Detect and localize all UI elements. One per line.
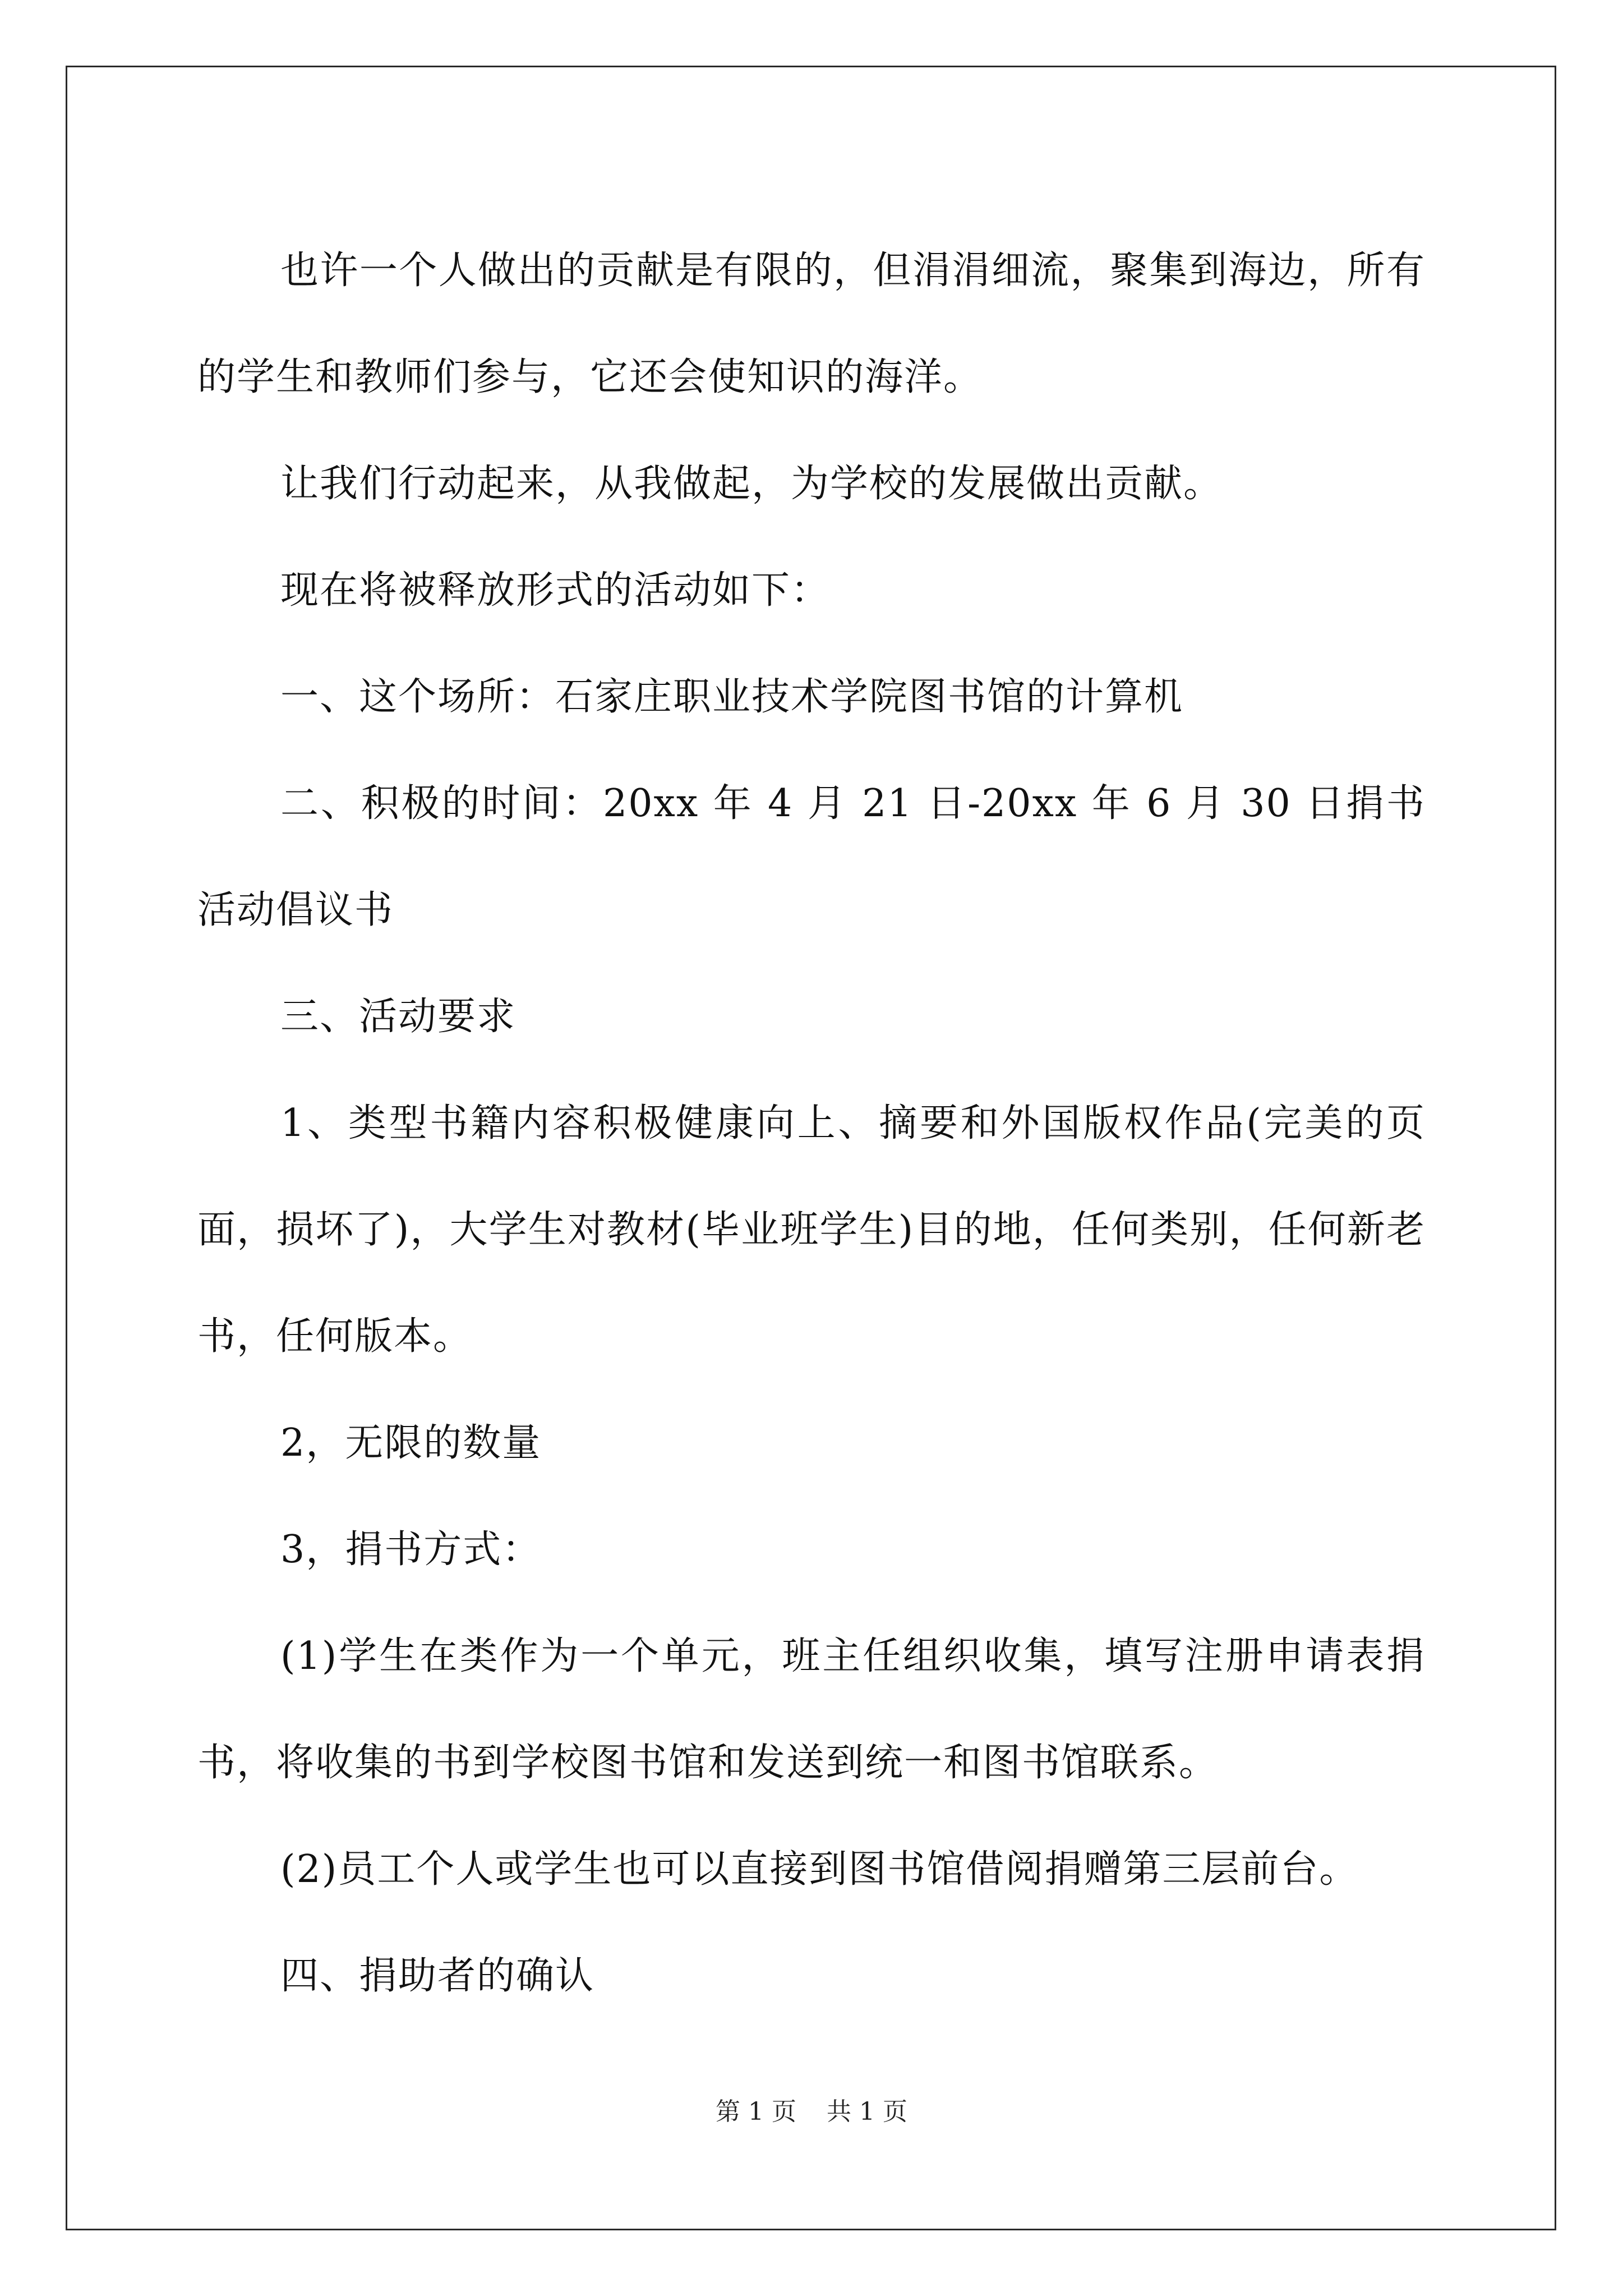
page-number: 第 1 页 [716,2097,796,2126]
page-footer [0,2095,1623,2129]
paragraph: 3，捐书方式： [280,1527,542,1572]
paragraph: 2，无限的数量 [280,1421,542,1465]
page-total: 共 1 页 [827,2097,907,2126]
paragraph: 二、积极的时间：20xx 年 4 月 21 日-20xx 年 6 月 30 日捐书活动倡议书 [197,781,1426,932]
document-body [197,218,1426,2030]
paragraph: 四、捐助者的确认 [280,1954,595,1998]
paragraph: (2)员工个人或学生也可以直接到图书馆借阅捐赠第三层前台。 [280,1847,1359,1892]
paragraph: 让我们行动起来，从我做起，为学校的发展做出贡献。 [280,462,1223,506]
paragraph: 也许一个人做出的贡献是有限的，但涓涓细流，聚集到海边，所有的学生和教师们参与，它还会使知识的海洋。 [197,249,1426,399]
paragraph: (1)学生在类作为一个单元，班主任组织收集，填写注册申请表捐书，将收集的书到学校图书馆和发送到统一和图书馆联系。 [197,1634,1426,1785]
paragraph: 1、类型书籍内容积极健康向上、摘要和外国版权作品(完美的页面，损坏了)，大学生对教材(毕业班学生)目的地，任何类别，任何新老书，任何版本。 [197,1101,1426,1359]
paragraph: 一、这个场所：石家庄职业技术学院图书馆的计算机 [280,675,1184,719]
paragraph: 现在将被释放形式的活动如下： [280,568,831,613]
paragraph: 三、活动要求 [280,995,517,1039]
